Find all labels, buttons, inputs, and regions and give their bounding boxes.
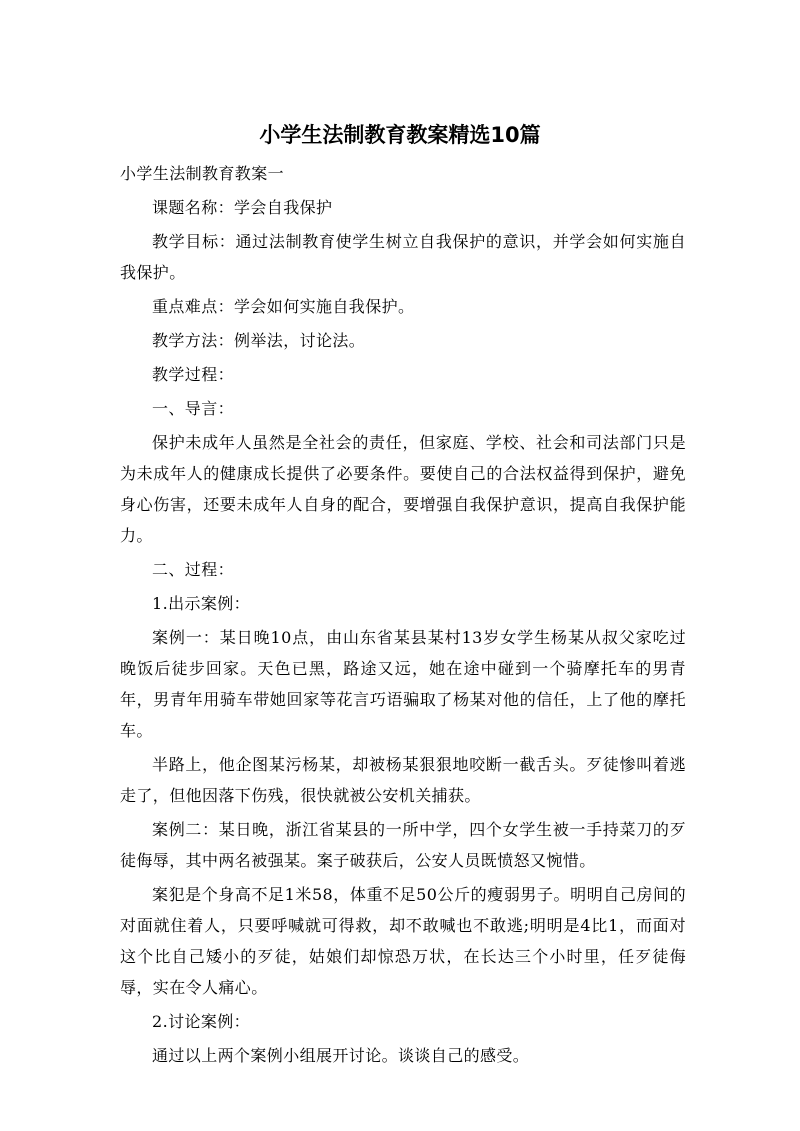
discuss-cases-heading: 2.讨论案例： xyxy=(152,1012,251,1031)
case-one-paragraph: 案例一：某日晚10点，由山东省某县某村13岁女学生杨某从叔父家吃过晚饭后徒步回家。天色已黑，路途又远，她在途中碰到一个骑摩托车的男青年，男青年用骑车带她回家等花言巧语骗取了杨某对他的信任，上了他的摩托车。 xyxy=(120,628,686,740)
case-one-continued: 半路上，他企图某污杨某，却被杨某狠狠地咬断一截舌头。歹徒惨叫着逃走了，但他因落下伤残，很快就被公安机关捕获。 xyxy=(120,755,686,805)
lesson-topic: 课题名称：学会自我保护 xyxy=(152,198,333,217)
document-body xyxy=(120,158,686,1074)
lesson-key-points: 重点难点：学会如何实施自我保护。 xyxy=(152,297,415,316)
document-title: 小学生法制教育教案精选10篇 xyxy=(259,123,541,147)
case-two-paragraph: 案例二：某日晚，浙江省某县的一所中学，四个女学生被一手持菜刀的歹徒侮辱，其中两名被强某。案子破获后，公安人员既愤怒又惋惜。 xyxy=(120,820,686,870)
lesson-objective: 教学目标：通过法制教育使学生树立自我保护的意识，并学会如何实施自我保护。 xyxy=(120,232,686,282)
process-heading: 二、过程： xyxy=(152,560,235,579)
section-heading: 小学生法制教育教案一 xyxy=(120,164,285,183)
introduction-heading: 一、导言： xyxy=(152,399,235,418)
introduction-paragraph: 保护未成年人虽然是全社会的责任，但家庭、学校、社会和司法部门只是为未成年人的健康成长提供了必要条件。要使自己的合法权益得到保护，避免身心伤害，还要未成年人自身的配合，要增强自我保护意识，提高自我保护能力。 xyxy=(120,433,686,545)
discussion-paragraph: 通过以上两个案例小组展开讨论。谈谈自己的感受。 xyxy=(152,1046,530,1065)
case-two-continued: 案犯是个身高不足1米58，体重不足50公斤的瘦弱男子。明明自己房间的对面就住着人，只要呼喊就可得救，却不敢喊也不敢逃;明明是4比1，而面对这个比自己矮小的歹徒，姑娘们却惊恐万状，在长达三个小时里，任歹徒侮辱，实在令人痛心。 xyxy=(120,885,686,997)
lesson-method: 教学方法：例举法，讨论法。 xyxy=(152,331,366,350)
lesson-process-heading: 教学过程： xyxy=(152,365,235,384)
show-cases-heading: 1.出示案例： xyxy=(152,594,251,613)
